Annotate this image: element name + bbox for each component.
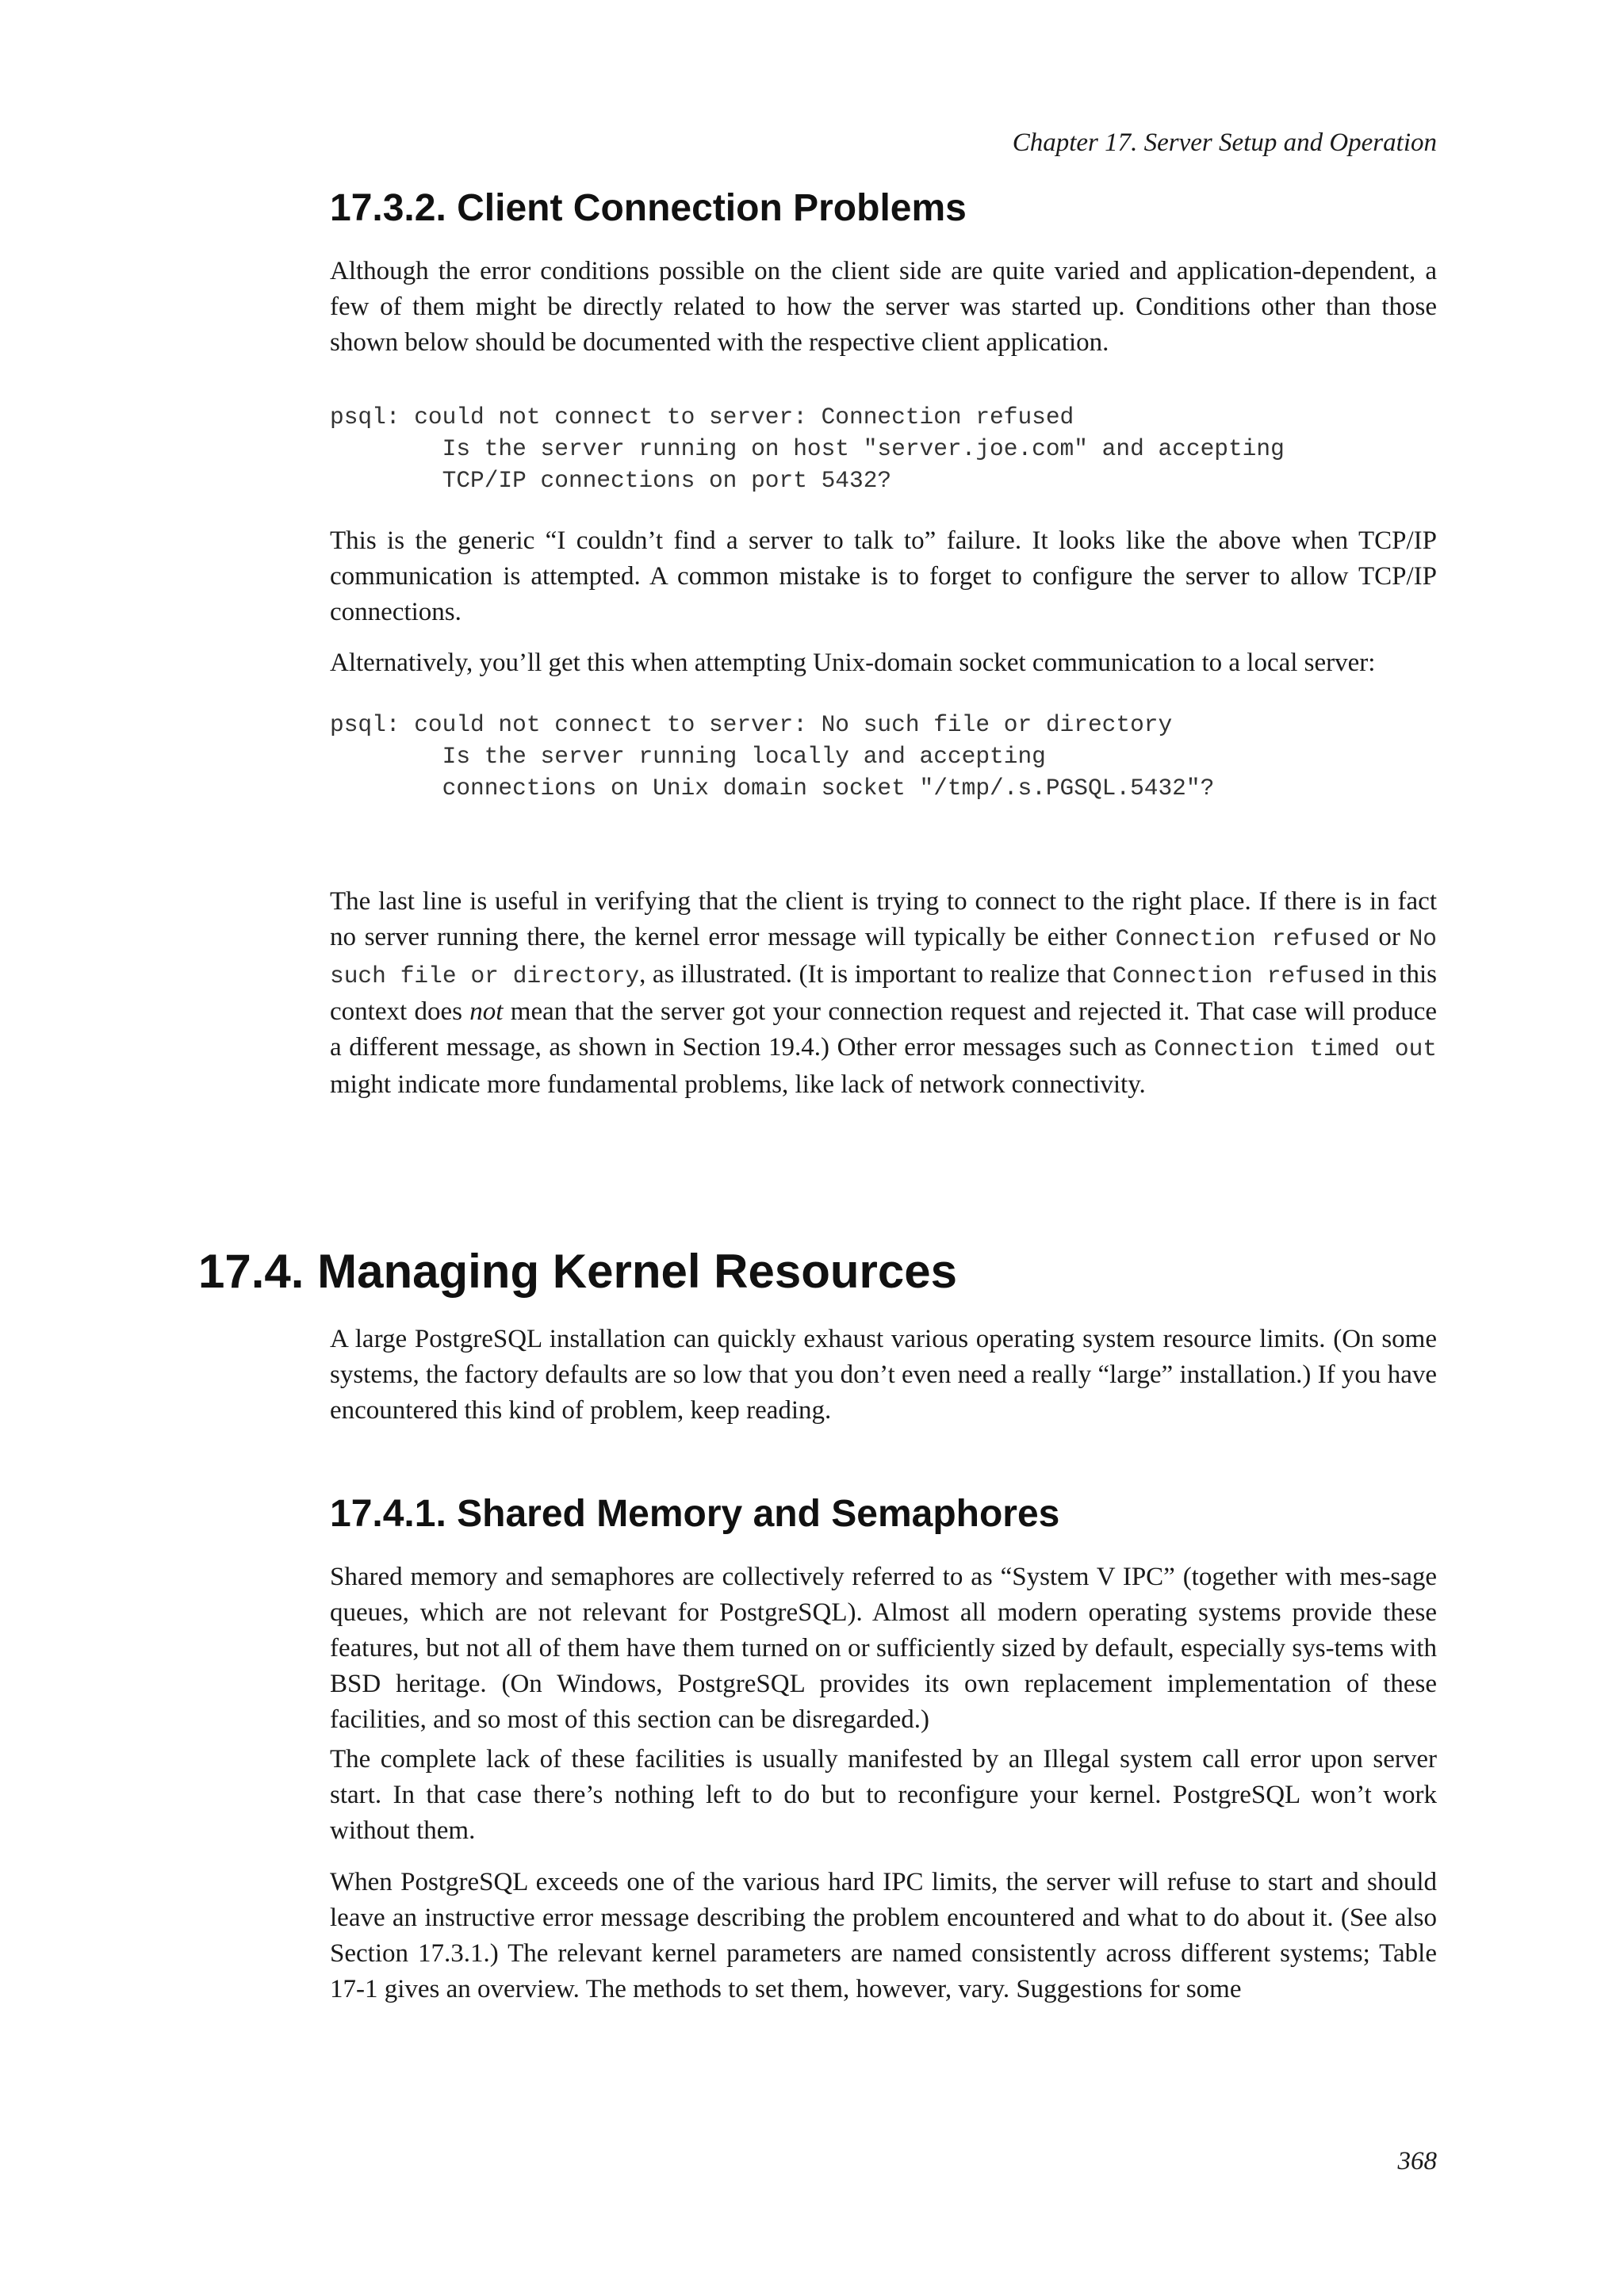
shared-memory-paragraph-3: When PostgreSQL exceeds one of the various hard IPC limits, the server will refuse to start and should leave an instructive error message describing the problem encountered and what to do about it. (See also Section 17.3.1.) The relevant kernel parameters are named consistently across different systems; Table 17-1 gives an overview. The methods to set them, however, vary. Suggestions for some [330, 1868, 1437, 2003]
section-heading-17-3-2: 17.3.2. Client Connection Problems [330, 187, 967, 229]
text-run: or [1369, 923, 1409, 951]
page-number: 368 [1397, 2147, 1437, 2175]
code-block-connection-refused: psql: could not connect to server: Connection refused Is the server running on host "server.joe.com" and accepting TCP/IP connections on port 5432? [330, 404, 1285, 494]
shared-memory-paragraph-1: Shared memory and semaphores are collectively referred to as “System V IPC” (together with mes-sage queues, which are not relevant for PostgreSQL). Almost all modern operating systems provide these features, but not all of them have them turned on or sufficiently sized by default, especially sys-tems with BSD heritage. (On Windows, PostgreSQL provides its own replacement implementation of these facilities, and so most of this section can be disregarded.) [330, 1563, 1437, 1734]
kernel-resources-intro: A large PostgreSQL installation can quickly exhaust various operating system resource limits. (On some systems, the factory defaults are so low that you don’t even need a really “large” installation.) If you have encountered this kind of problem, keep reading. [330, 1325, 1437, 1425]
last-line-paragraph [330, 884, 1437, 1103]
section-heading-17-4: 17.4. Managing Kernel Resources [198, 1245, 958, 1298]
alternative-paragraph: Alternatively, you’ll get this when attempting Unix-domain socket communication to a local server: [330, 649, 1376, 677]
text-run: might indicate more fundamental problems, like lack of network connectivity. [330, 1070, 1146, 1099]
emphasis-not: not [469, 997, 504, 1026]
shared-memory-paragraph-2: The complete lack of these facilities is usually manifested by an Illegal system call error upon server start. In that case there’s nothing left to do but to reconfigure your kernel. PostgreSQL won’t work without them. [330, 1745, 1437, 1845]
intro-paragraph: Although the error conditions possible on the client side are quite varied and application-dependent, a few of them might be directly related to how the server was started up. Conditions other than those shown below should be documented with the respective client application. [330, 257, 1437, 357]
section-heading-17-4-1: 17.4.1. Shared Memory and Semaphores [330, 1493, 1060, 1535]
text-run: The last line is useful in verifying that the client is trying to connect to the right place. If there is in fact no server running there, the kernel error message will typically be either [330, 887, 1437, 951]
running-header: Chapter 17. Server Setup and Operation [1012, 128, 1437, 157]
code-block-no-such-file: psql: could not connect to server: No such file or directory Is the server running locally and accepting connections on Unix domain socket "/tmp/.s.PGSQL.5432"? [330, 711, 1215, 802]
text-run: , as illustrated. (It is important to realize that [639, 960, 1113, 989]
inline-code-connection-refused: Connection refused [1115, 925, 1370, 952]
text-run: mean that the server got your connection request and rejected it. That case will produce a different message, as shown in Section 19.4.) Other error messages such as [330, 997, 1437, 1062]
inline-code-connection-timed-out: Connection timed out [1154, 1035, 1437, 1062]
inline-code-connection-refused-2: Connection refused [1112, 962, 1365, 989]
generic-failure-paragraph: This is the generic “I couldn’t find a server to talk to” failure. It looks like the above when TCP/IP communication is attempted. A common mistake is to forget to configure the server to allow TCP/IP connections. [330, 526, 1437, 626]
inline-code-no-such-file: No such file or directory [330, 925, 1437, 989]
text-run: in this context does [330, 960, 1437, 1026]
